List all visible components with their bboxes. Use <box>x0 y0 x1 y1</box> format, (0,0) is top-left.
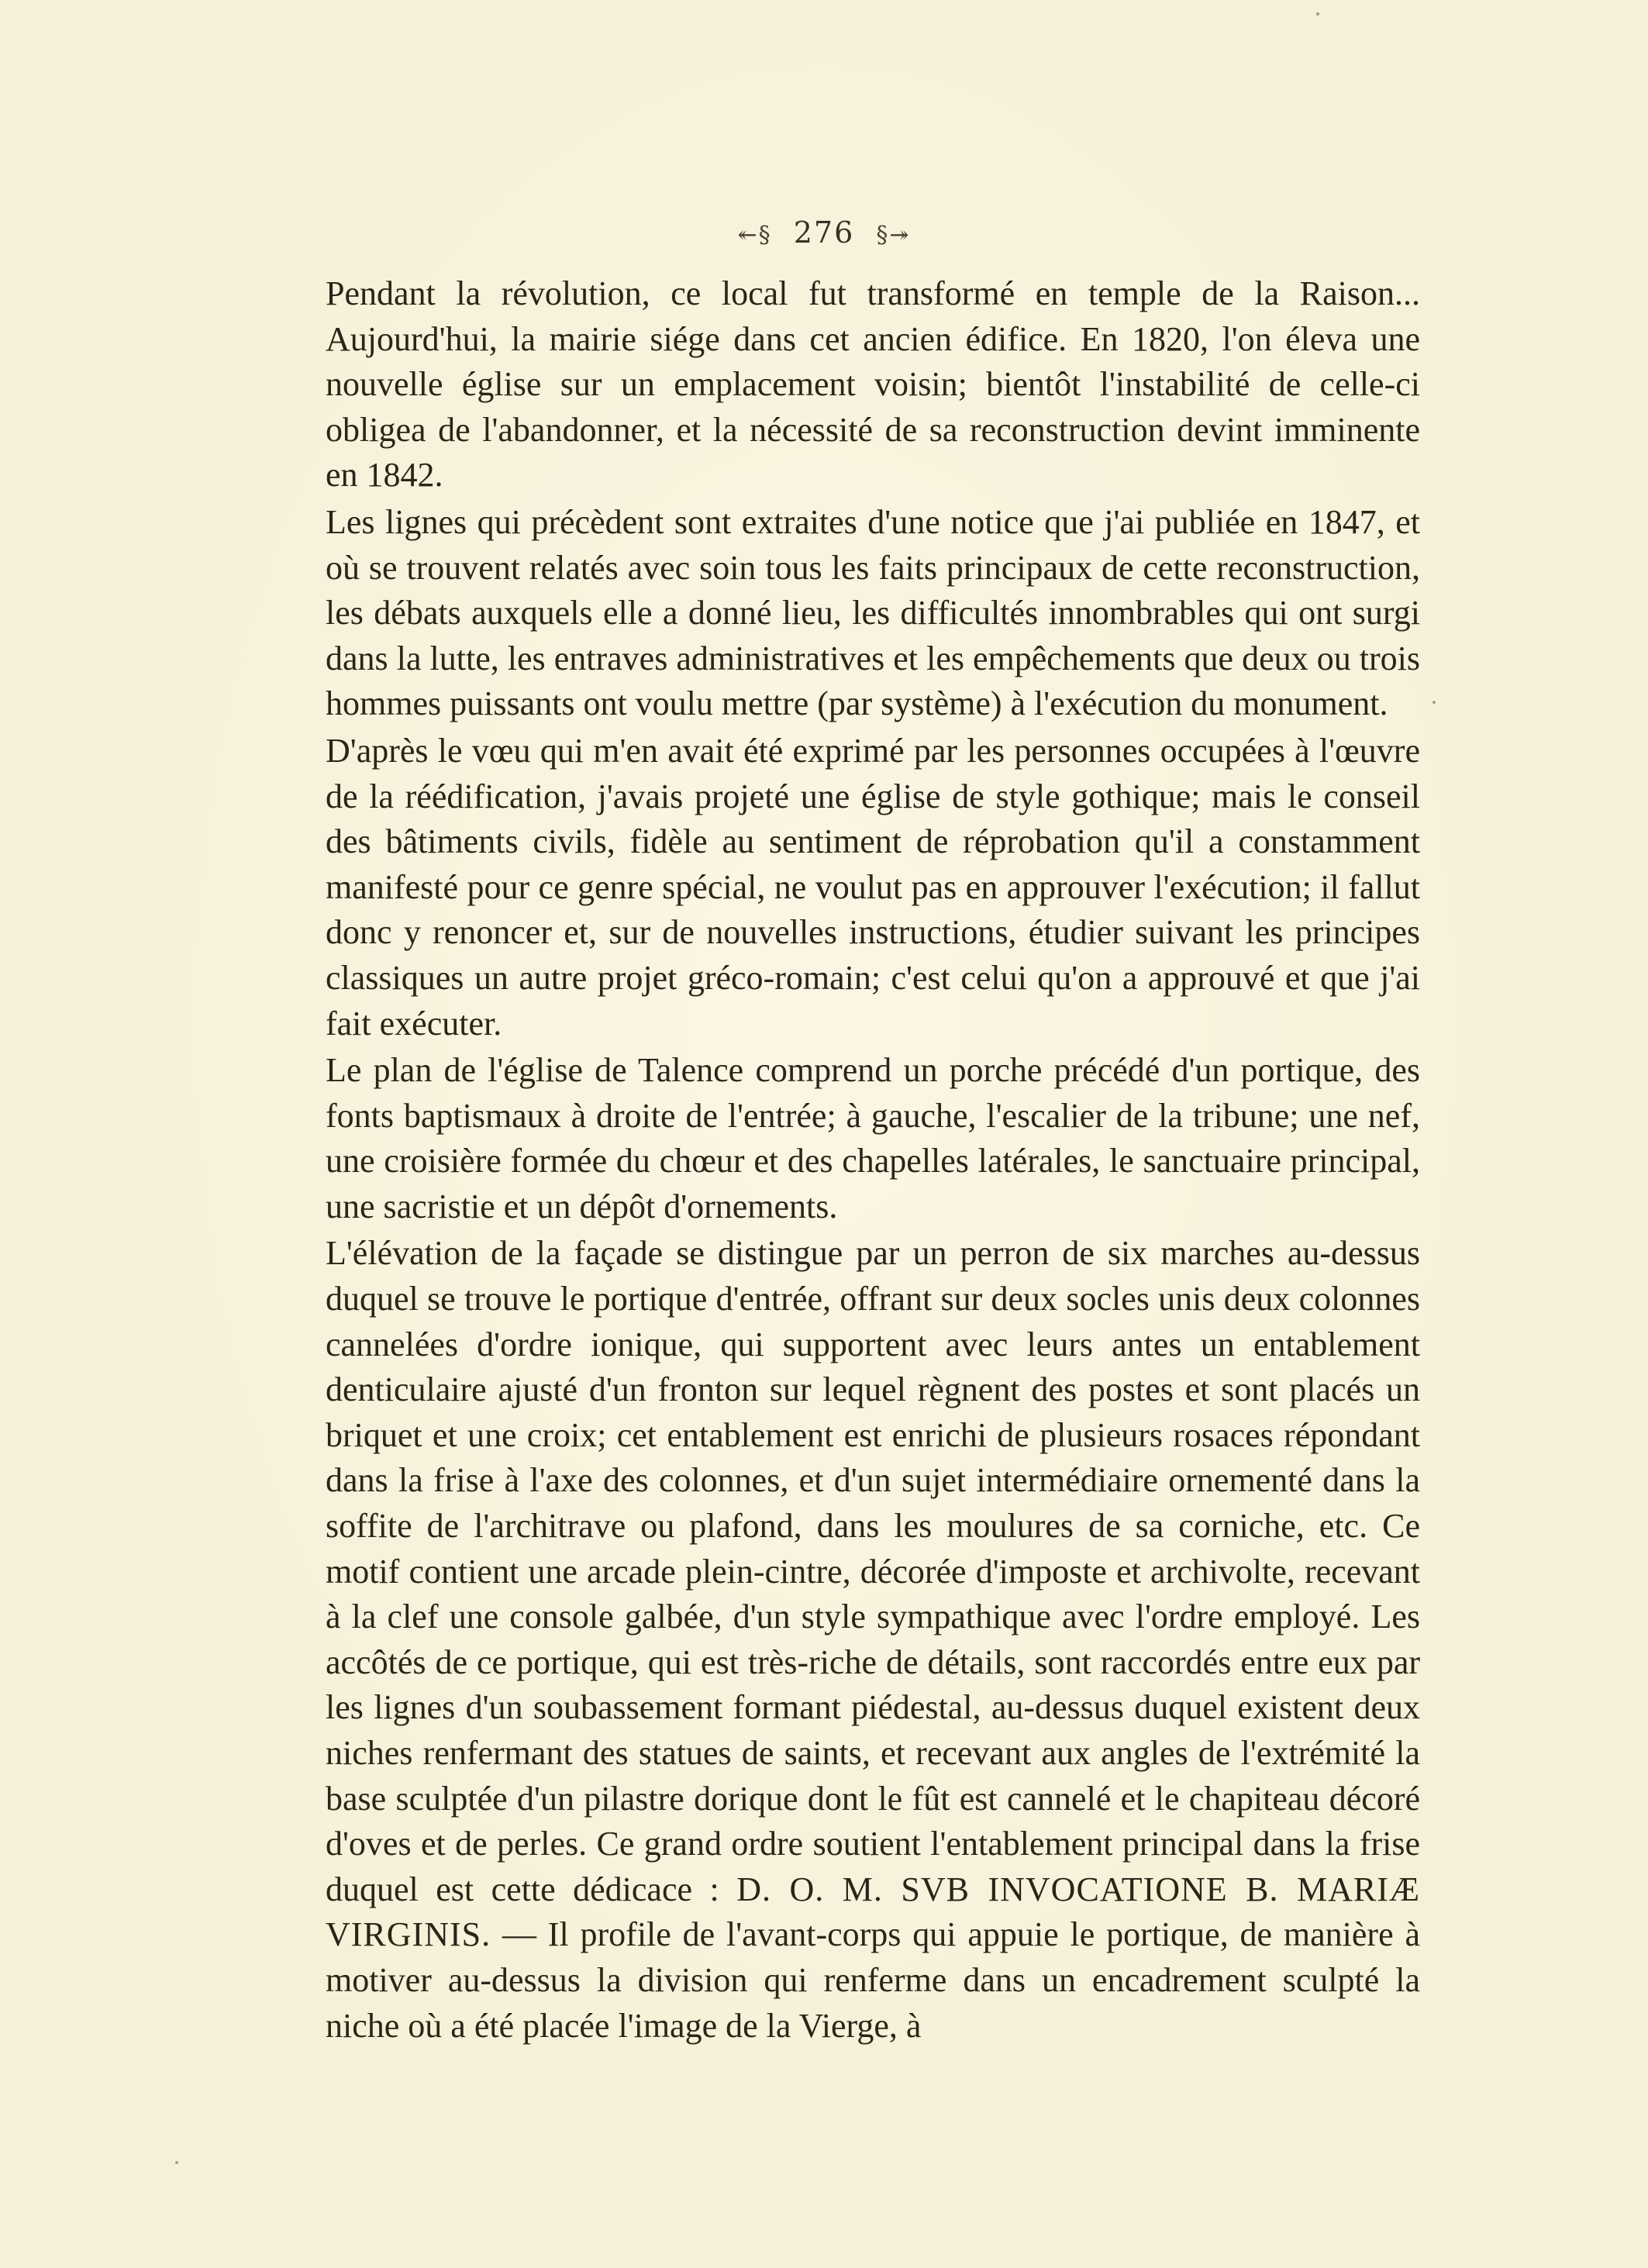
paragraph-2: Les lignes qui précèdent sont extraites d'une notice que j'ai publiée en 1847, et où se trouvent relatés avec soin tous les faits principaux de cette reconstruction, les débats auxquels elle a donné lieu, les difficultés innombrables qui ont surgi dans la lutte, les entraves administratives et les empêchements que deux ou trois hommes puissants ont voulu mettre (par système) à l'exécution du monument. <box>326 502 1420 723</box>
ornament-right-icon: §↠ <box>876 222 911 249</box>
paragraph-3: D'après le vœu qui m'en avait été exprimé par les personnes occupées à l'œuvre de la réédification, j'avais projeté une église de style gothique; mais le conseil des bâtiments civils, fidèle au sentiment de réprobation qu'il a constamment manifesté pour ce genre spécial, ne voulut pas en approuver l'exécution; il fallut donc y renoncer et, sur de nouvelles instructions, étudier suivant les principes classiques un autre projet gréco-romain; c'est celui qu'on a approuvé et que j'ai fait exécuter. <box>326 731 1420 1043</box>
paragraph-5-text: L'élévation de la façade se distingue par un perron de six marches au-dessus duquel se trouve le portique d'entrée, offrant sur deux socles unis deux colonnes cannelées d'ordre ionique, qui supportent avec leurs antes un entablement denticulaire ajusté d'un fronton sur lequel règnent des postes et sont placés un briquet et une croix; cet entablement est enrichi de plusieurs rosaces répondant dans la frise à l'axe des colonnes, et d'un sujet intermédiaire ornementé dans la soffite de l'architrave ou plafond, dans les moulures de sa corniche, etc. Ce motif contient une arcade plein-cintre, décorée d'imposte et archivolte, recevant à la clef une console galbée, d'un style sympathique avec l'ordre employé. Les accôtés de ce portique, qui est très-riche de détails, sont raccordés entre eux par les lignes d'un soubassement formant piédestal, au-dessus duquel existent deux niches renfermant des statues de saints, et recevant aux angles de l'extrémité la base sculptée d'un pilastre dorique dont le fût est cannelé et le chapiteau décoré d'oves et de perles. Ce grand ordre soutient l'entablement principal dans la frise duquel est cette dédicace : <box>326 1234 1420 1908</box>
paragraph-5 <box>326 1231 1420 2049</box>
body-text <box>326 271 1420 2049</box>
paragraph-1: Pendant la révolution, ce local fut transformé en temple de la Raison... Aujourd'hui, la mairie siége dans cet ancien édifice. En 1820, l'on éleva une nouvelle église sur un emplacement voisin; bientôt l'instabilité de celle-ci obligea de l'abandonner, et la nécessité de sa reconstruction devint imminente en 1842. <box>326 274 1420 495</box>
paper-speck <box>175 2161 178 2164</box>
dedication-inscription: D. O. M. SVB INVOCATIONE B. MARIÆ VIRGINIS. <box>326 1870 1421 1954</box>
paragraph-5-continuation: — Il profile de l'avant-corps qui appuie le portique, de manière à motiver au-dessus la division qui renferme dans un encadrement sculpté la niche où a été placée l'image de la Vierge, à <box>326 1915 1420 2045</box>
paper-speck <box>1316 12 1319 16</box>
paragraph-4: Le plan de l'église de Talence comprend un porche précédé d'un portique, des fonts baptismaux à droite de l'entrée; à gauche, l'escalier de la tribune; une nef, une croisière formée du chœur et des chapelles latérales, le sanctuaire principal, une sacristie et un dépôt d'ornements. <box>326 1051 1420 1225</box>
page-header <box>0 215 1648 250</box>
page-number: 276 <box>793 215 855 250</box>
ornament-left-icon: ↞§ <box>737 222 772 249</box>
paper-speck <box>1433 701 1436 704</box>
